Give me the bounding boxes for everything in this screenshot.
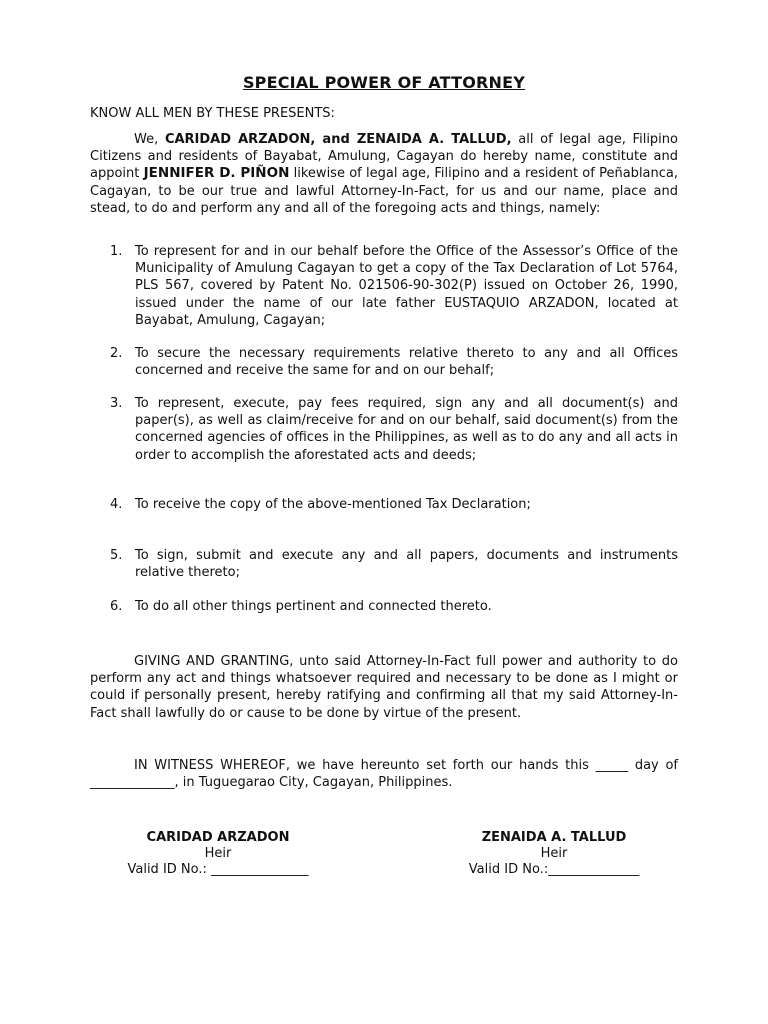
witness-paragraph — [90, 757, 678, 791]
list-item-4 — [110, 496, 678, 513]
signatory-role: Heir — [204, 846, 232, 861]
granting-paragraph — [90, 653, 678, 722]
list-number: 2. — [110, 346, 123, 361]
signatory-id-line: Valid ID No.:______________ — [468, 862, 640, 877]
list-text: To receive the copy of the above-mentioned Tax Declaration; — [135, 497, 531, 512]
intro-line: KNOW ALL MEN BY THESE PRESENTS: — [90, 106, 335, 121]
list-number: 1. — [110, 244, 123, 259]
list-item-3 — [110, 395, 678, 464]
granting-text: GIVING AND GRANTING, unto said Attorney-In-Fact full power and authority to do perform any act and things whatsoever required and necessary to be done as I might or could if personally present, hereby ratifying and confirming all that my said Attorney-In-Fact shall lawfully do or cause to be done by virtue of the present. — [90, 654, 678, 721]
signatory-name: ZENAIDA A. TALLUD — [481, 830, 627, 845]
list-number: 5. — [110, 548, 123, 563]
opening-we: We, — [134, 132, 159, 147]
list-text: To represent for and in our behalf before the Office of the Assessor’s Office of the Municipality of Amulung Cagayan to get a copy of the Tax Declaration of Lot 5764, PLS 567, covered by Patent No. 021506-90-302(P) issued on October 26, 1990, issued under the name of our late father EUSTAQUIO ARZADON, located at Bayabat, Amulung, Cagayan; — [135, 244, 678, 328]
list-item-2 — [110, 345, 678, 379]
list-text: To do all other things pertinent and connected thereto. — [135, 599, 492, 614]
witness-text: IN WITNESS WHEREOF, we have hereunto set forth our hands this _____ day of _____________, in Tuguegarao City, Cagayan, Philippines. — [90, 758, 678, 791]
list-text: To represent, execute, pay fees required, sign any and all document(s) and paper(s), as well as claim/receive for and on our behalf, said document(s) from the concerned agencies of offices in the Philippines, as well as to do any and all acts in order to accomplish the aforestated acts and deeds; — [135, 396, 678, 463]
opening-text-1: all of legal age, Filipino Citizens and residents of Bayabat, Amulung, Cagayan do hereby name, constitute and appoint — [90, 132, 678, 182]
document-title: SPECIAL POWER OF ATTORNEY — [242, 73, 526, 92]
list-item-5 — [110, 547, 678, 581]
list-number: 3. — [110, 396, 123, 411]
list-text: To sign, submit and execute any and all papers, documents and instruments relative thereto; — [135, 548, 678, 581]
attorney-name: JENNIFER D. PIÑON — [143, 165, 290, 182]
list-item-1 — [110, 243, 678, 329]
opening-text-2: likewise of legal age, Filipino and a resident of Peñablanca, Cagayan, to be our true and lawful Attorney-In-Fact, for us and our name, place and stead, to do and perform any and all of the foregoing acts and things, namely: — [90, 166, 679, 216]
list-number: 4. — [110, 497, 123, 512]
signatory-id-line: Valid ID No.: _______________ — [127, 862, 309, 877]
list-number: 6. — [110, 599, 123, 614]
signatory-name: CARIDAD ARZADON — [146, 830, 290, 845]
list-item-6 — [110, 598, 678, 615]
grantor-names: CARIDAD ARZADON, and ZENAIDA A. TALLUD, — [164, 132, 512, 147]
signatory-role: Heir — [540, 846, 568, 861]
opening-paragraph — [90, 131, 678, 217]
signature-block-2 — [434, 830, 674, 878]
signature-block-1 — [98, 830, 338, 878]
list-text: To secure the necessary requirements relative thereto to any and all Offices concerned and receive the same for and on our behalf; — [135, 346, 678, 379]
